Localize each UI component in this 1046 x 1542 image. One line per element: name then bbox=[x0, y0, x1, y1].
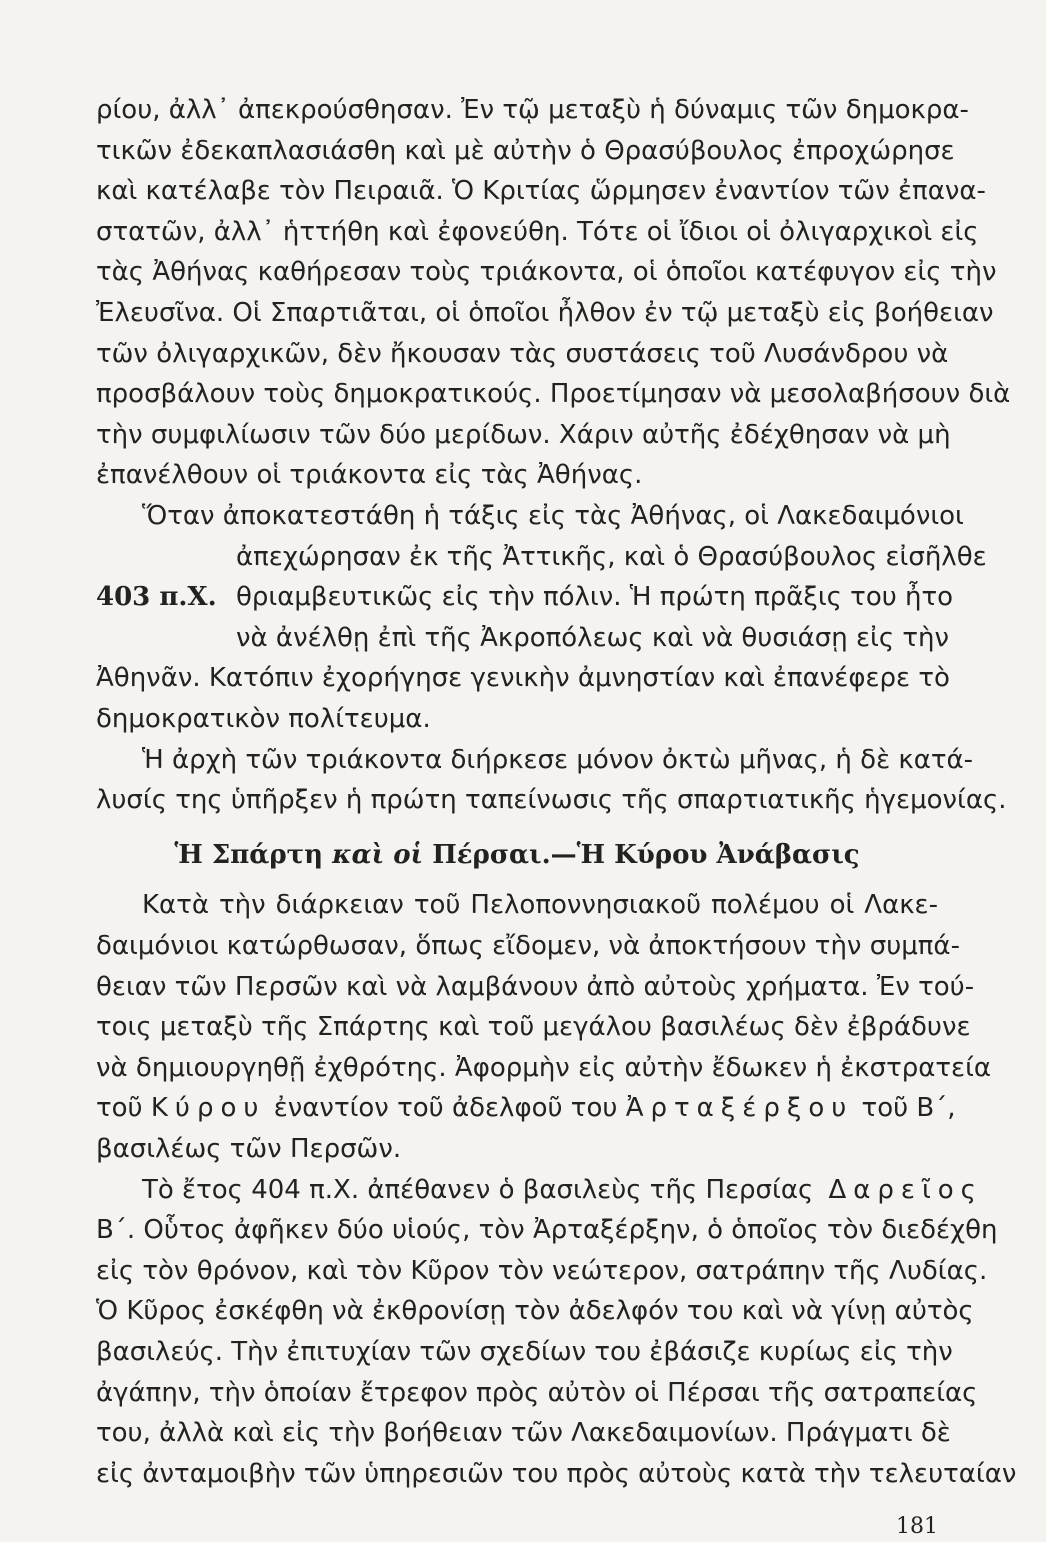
text-line bbox=[142, 1170, 983, 1210]
text-line: λυσίς της ὑπῆρξεν ἡ πρώτη ταπείνωσις τῆς σπαρτιατικῆς ἡγεμονίας. bbox=[96, 785, 1007, 816]
text-line: τὰς Ἀθήνας καθήρεσαν τοὺς τριάκοντα, οἱ ὁποῖοι κατέφυγον εἰς τὴν bbox=[96, 257, 997, 288]
text-fragment: Τὸ ἔτος 404 π.Χ. ἀπέθανεν ὁ βασιλεὺς τῆς Περσίας bbox=[142, 1174, 814, 1205]
text-line: τῶν ὀλιγαρχικῶν, δὲν ἤκουσαν τὰς συστάσεις τοῦ Λυσάνδρου νὰ bbox=[96, 338, 949, 369]
text-line: Ὁ Κῦρος ἐσκέφθη νὰ ἐκθρονίσῃ τὸν ἀδελφόν του καὶ νὰ γίνῃ αὐτὸς bbox=[96, 1296, 974, 1327]
text-fragment: ἐναντίον τοῦ ἀδελφοῦ του bbox=[273, 1093, 618, 1124]
text-line: Ὅταν ἀποκατεστάθη ἡ τάξις εἰς τὰς Ἀθήνας, οἱ Λακεδαιμόνιοι bbox=[142, 501, 964, 531]
text-line: νὰ ἀνέλθῃ ἐπὶ τῆς Ἀκροπόλεως καὶ νὰ θυσιάσῃ εἰς τὴν bbox=[236, 622, 949, 653]
margin-date: 403 π.Χ. bbox=[96, 582, 217, 613]
text-line: του, ἀλλὰ καὶ εἰς τὴν βοήθειαν τῶν Λακεδαιμονίων. Πράγματι δὲ bbox=[96, 1418, 951, 1449]
text-line: βασιλεύς. Τὴν ἐπιτυχίαν τῶν σχεδίων του ἐβάσιζε κυρίως εἰς τὴν bbox=[96, 1337, 953, 1367]
text-line: ἀπεχώρησαν ἐκ τῆς Ἀττικῆς, καὶ ὁ Θρασύβουλος εἰσῆλθε bbox=[236, 541, 987, 572]
text-line: στατῶν, ἀλλ᾽ ἡττήθη καὶ ἐφονεύθη. Τότε οἱ ἴδιοι οἱ ὀλιγαρχικοὶ εἰς bbox=[96, 216, 979, 247]
text-line: θειαν τῶν Περσῶν καὶ νὰ λαμβάνουν ἀπὸ αὐτοὺς χρήματα. Ἐν τού- bbox=[96, 971, 975, 1002]
section-heading bbox=[96, 835, 938, 875]
text-line: θριαμβευτικῶς εἰς τὴν πόλιν. Ἡ πρώτη πρᾶξις του ἦτο bbox=[236, 582, 954, 613]
heading-part: καὶ οἱ bbox=[332, 839, 424, 870]
text-line: προσβάλουν τοὺς δημοκρατικούς. Προετίμησαν νὰ μεσολαβήσουν διὰ bbox=[96, 379, 1011, 410]
text-line: Β΄. Οὗτος ἀφῆκεν δύο υἱούς, τὸν Ἀρταξέρξην, ὁ ὁποῖος τὸν διεδέχθη bbox=[96, 1215, 998, 1246]
text-line: νὰ δημιουργηθῇ ἐχθρότης. Ἀφορμὴν εἰς αὐτὴν ἔδωκεν ἡ ἐκστρατεία bbox=[96, 1052, 992, 1083]
text-line: εἰς ἀνταμοιβὴν τῶν ὑπηρεσιῶν του πρὸς αὐτοὺς κατὰ τὴν τελευταίαν bbox=[96, 1458, 1017, 1489]
page-number: 181 bbox=[896, 1514, 938, 1540]
text-line: ρίου, ἀλλ᾽ ἀπεκρούσθησαν. Ἐν τῷ μεταξὺ ἡ δύναμις τῶν δημοκρα- bbox=[96, 95, 969, 125]
text-line: εἰς τὸν θρόνον, καὶ τὸν Κῦρον τὸν νεώτερον, σατράπην τῆς Λυδίας. bbox=[96, 1255, 988, 1286]
text-line: Ἡ ἀρχὴ τῶν τριάκοντα διήρκεσε μόνον ὀκτὼ μῆνας, ἡ δὲ κατά- bbox=[142, 744, 974, 775]
text-line: βασιλέως τῶν Περσῶν. bbox=[96, 1134, 402, 1164]
text-line: ἐπανέλθουν οἱ τριάκοντα εἰς τὰς Ἀθήνας. bbox=[96, 460, 643, 491]
text-fragment: τοῦ Β΄, bbox=[861, 1093, 956, 1124]
text-line: Ἀθηνᾶν. Κατόπιν ἐχορήγησε γενικὴν ἀμνηστίαν καὶ ἐπανέφερε τὸ bbox=[96, 663, 950, 694]
text-line: Ἐλευσῖνα. Οἱ Σπαρτιᾶται, οἱ ὁποῖοι ἦλθον ἐν τῷ μεταξὺ εἰς βοήθειαν bbox=[96, 298, 994, 328]
text-line: τὴν συμφιλίωσιν τῶν δύο μερίδων. Χάριν αὐτῆς ἐδέχθησαν νὰ μὴ bbox=[96, 419, 951, 450]
text-line bbox=[96, 1088, 956, 1128]
text-fragment: τοῦ bbox=[96, 1093, 143, 1124]
text-line: καὶ κατέλαβε τὸν Πειραιᾶ. Ὁ Κριτίας ὥρμησεν ἐναντίον τῶν ἐπανα- bbox=[96, 176, 986, 207]
heading-part: Πέρσαι.—Ἡ Κύρου Ἀνάβασις bbox=[432, 839, 860, 870]
text-line: ἀγάπην, τὴν ὁποίαν ἔτρεφον πρὸς αὐτὸν οἱ Πέρσαι τῆς σατραπείας bbox=[96, 1377, 978, 1408]
text-line: δαιμόνιοι κατώρθωσαν, ὅπως εἴδομεν, νὰ ἀποκτήσουν τὴν συμπά- bbox=[96, 931, 960, 961]
text-line: δημοκρατικὸν πολίτευμα. bbox=[96, 704, 431, 734]
spaced-name: Ἀρταξέρξου bbox=[625, 1093, 854, 1124]
heading-part: Ἡ Σπάρτη bbox=[174, 839, 324, 870]
text-line: Κατὰ τὴν διάρκειαν τοῦ Πελοποννησιακοῦ πολέμου οἱ Λακε- bbox=[142, 890, 938, 921]
spaced-name: Δαρεῖος bbox=[813, 1174, 983, 1205]
spaced-name: Κύρου bbox=[150, 1093, 266, 1124]
text-line: τικῶν ἐδεκαπλασιάσθη καὶ μὲ αὐτὴν ὁ Θρασύβουλος ἐπροχώρησε bbox=[96, 135, 955, 166]
text-line: τοις μεταξὺ τῆς Σπάρτης καὶ τοῦ μεγάλου βασιλέως δὲν ἐβράδυνε bbox=[96, 1012, 971, 1043]
